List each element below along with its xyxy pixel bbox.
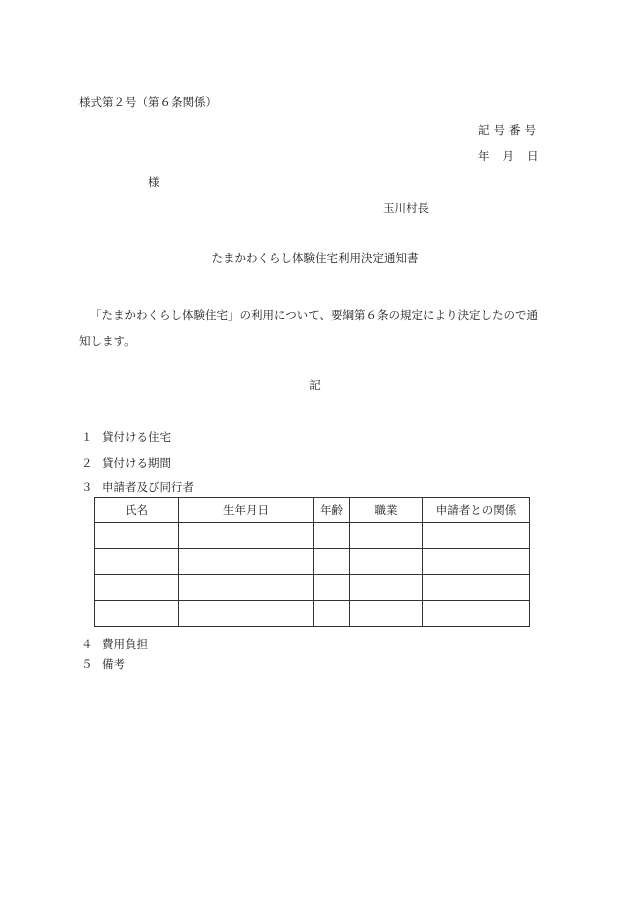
cell-relationship <box>423 575 530 601</box>
list-item-housing <box>81 432 171 444</box>
cell-birthdate <box>179 601 314 627</box>
cell-occupation <box>350 601 423 627</box>
cell-name <box>95 601 179 627</box>
list-item-applicants <box>81 482 194 494</box>
cell-age <box>314 575 350 601</box>
record-number-label: 記号番号 <box>478 123 540 137</box>
table-row <box>95 601 530 627</box>
table-row <box>95 575 530 601</box>
cell-age <box>314 549 350 575</box>
table-row <box>95 549 530 575</box>
body-text: 「たまかわくらし体験住宅」の利用について、要綱第６条の規定により決定したので通知します。 <box>79 308 539 348</box>
list-item-cost-burden <box>81 639 148 651</box>
column-header-age: 年齢 <box>314 498 350 523</box>
form-number: 様式第２号（第６条関係） <box>79 95 217 109</box>
cell-relationship <box>423 523 530 549</box>
item-number: ２ <box>81 456 93 470</box>
item-label: 備考 <box>102 657 125 671</box>
list-item-remarks <box>81 659 125 671</box>
item-number: ４ <box>81 637 93 651</box>
date-line <box>478 151 539 163</box>
cell-birthdate <box>179 575 314 601</box>
item-label: 費用負担 <box>102 637 148 651</box>
date-year-label: 年 <box>478 149 490 163</box>
date-month-label: 月 <box>502 149 514 163</box>
item-number: １ <box>81 430 93 444</box>
column-header-name: 氏名 <box>95 498 179 523</box>
cell-occupation <box>350 523 423 549</box>
column-header-occupation: 職業 <box>350 498 423 523</box>
item-number: ５ <box>81 657 93 671</box>
column-header-birthdate: 生年月日 <box>179 498 314 523</box>
item-label: 貸付ける住宅 <box>102 430 171 444</box>
cell-occupation <box>350 549 423 575</box>
table-header-row <box>95 498 530 523</box>
cell-name <box>95 523 179 549</box>
cell-relationship <box>423 601 530 627</box>
item-label: 申請者及び同行者 <box>102 480 194 494</box>
applicant-table <box>94 497 530 627</box>
column-header-relationship: 申請者との関係 <box>423 498 530 523</box>
cell-relationship <box>423 549 530 575</box>
item-label: 貸付ける期間 <box>102 456 171 470</box>
cell-birthdate <box>179 549 314 575</box>
issuer-name: 玉川村長 <box>383 201 429 215</box>
cell-name <box>95 575 179 601</box>
date-day-label: 日 <box>527 149 539 163</box>
cell-name <box>95 549 179 575</box>
document-title: たまかわくらし体験住宅利用決定通知書 <box>211 251 419 265</box>
table-row <box>95 523 530 549</box>
addressee-suffix: 様 <box>148 175 160 189</box>
cell-age <box>314 601 350 627</box>
record-heading: 記 <box>309 378 321 392</box>
item-number: ３ <box>81 480 93 494</box>
list-item-period <box>81 458 171 470</box>
cell-occupation <box>350 575 423 601</box>
cell-birthdate <box>179 523 314 549</box>
cell-age <box>314 523 350 549</box>
